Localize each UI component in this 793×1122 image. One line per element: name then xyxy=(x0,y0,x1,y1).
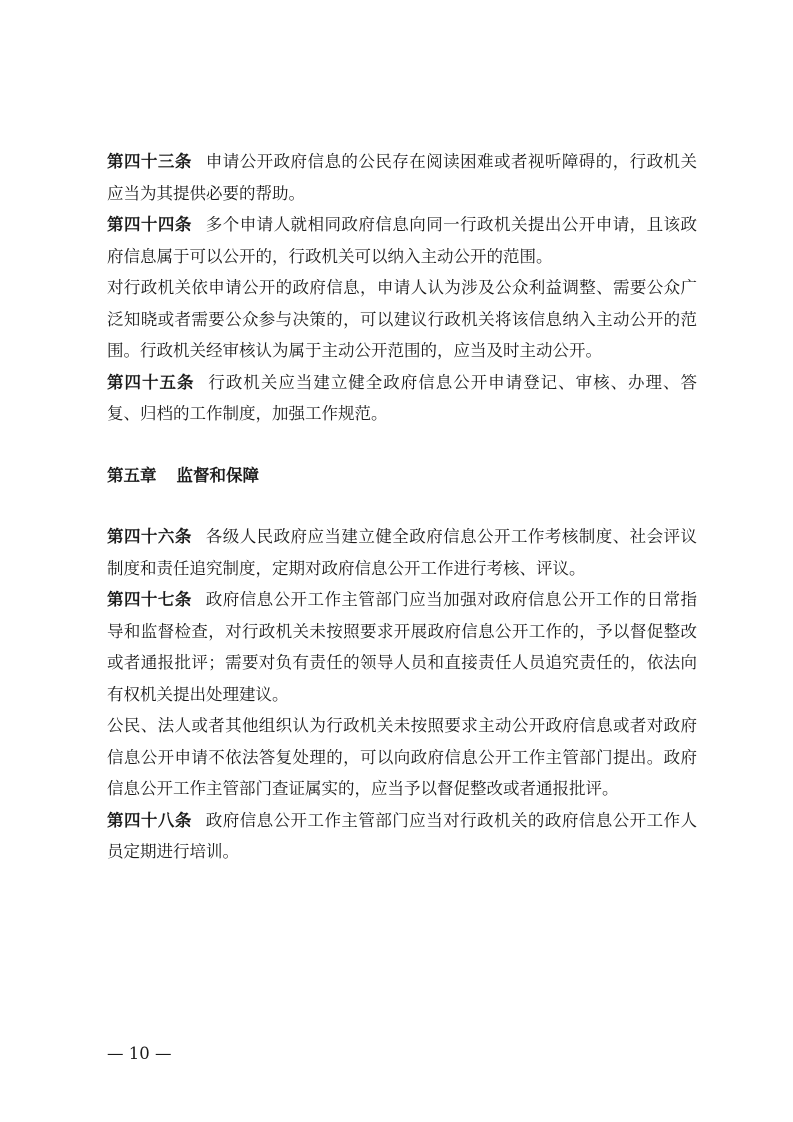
article-44-paragraph-2 xyxy=(107,272,697,367)
article-47 xyxy=(107,584,697,710)
article-text: 公民、法人或者其他组织认为行政机关未按照要求主动公开政府信息或者对政府信息公开申请不依法答复处理的，可以向政府信息公开工作主管部门提出。政府信息公开工作主管部门查证属实的，应当予以督促整改或者通报批评。 xyxy=(107,716,697,798)
spacer xyxy=(107,491,697,521)
article-title: 第四十五条 xyxy=(107,372,195,392)
article-45 xyxy=(107,367,697,430)
article-title: 第四十七条 xyxy=(107,590,192,609)
article-48 xyxy=(107,805,697,868)
article-text: 对行政机关依申请公开的政府信息，申请人认为涉及公众利益调整、需要公众广泛知晓或者需要公众参与决策的，可以建议行政机关将该信息纳入主动公开的范围。行政机关经审核认为属于主动公开范围的，应当及时主动公开。 xyxy=(107,278,697,360)
document-body xyxy=(107,146,697,868)
chapter-name: 监督和保障 xyxy=(176,465,259,485)
article-text: 多个申请人就相同政府信息向同一行政机关提出公开申请，且该政府信息属于可以公开的，行政机关可以纳入主动公开的范围。 xyxy=(107,215,698,266)
article-title: 第四十八条 xyxy=(107,810,192,830)
article-44 xyxy=(107,209,697,272)
article-title: 第四十四条 xyxy=(107,215,192,234)
article-47-paragraph-2 xyxy=(107,710,697,805)
article-text: 行政机关应当建立健全政府信息公开申请登记、审核、办理、答复、归档的工作制度，加强工作规范。 xyxy=(107,372,697,423)
article-text: 政府信息公开工作主管部门应当对行政机关的政府信息公开工作人员定期进行培训。 xyxy=(107,810,698,861)
chapter-heading xyxy=(107,460,697,492)
article-text: 申请公开政府信息的公民存在阅读困难或者视听障碍的，行政机关应当为其提供必要的帮助。 xyxy=(107,152,698,203)
spacer xyxy=(107,430,697,460)
article-text: 政府信息公开工作主管部门应当加强对政府信息公开工作的日常指导和监督检查，对行政机关未按照要求开展政府信息公开工作的，予以督促整改或者通报批评；需要对负有责任的领导人员和直接责任人员追究责任的，依法向有权机关提出处理建议。 xyxy=(107,590,698,704)
article-46 xyxy=(107,521,697,584)
article-title: 第四十六条 xyxy=(107,527,192,546)
page-number: — 10 — xyxy=(107,1044,172,1063)
chapter-number: 第五章 xyxy=(107,465,157,485)
article-title: 第四十三条 xyxy=(107,152,192,171)
article-text: 各级人民政府应当建立健全政府信息公开工作考核制度、社会评议制度和责任追究制度，定期对政府信息公开工作进行考核、评议。 xyxy=(107,527,698,578)
article-43 xyxy=(107,146,697,209)
